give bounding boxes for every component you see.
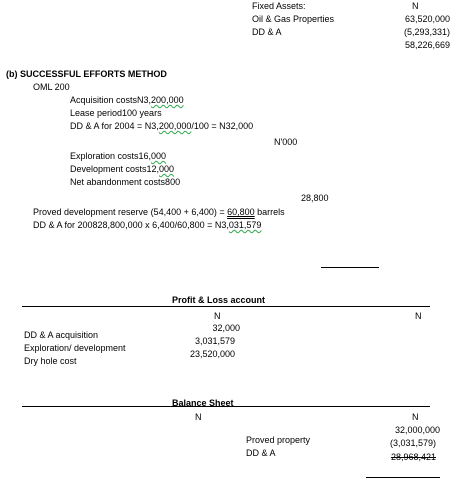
pl-row-dry-hole-value: 23,520,000 [189, 349, 235, 359]
profit-loss-col-n-right: N [415, 311, 422, 321]
balance-sheet-title: Balance Sheet [172, 398, 234, 408]
section-heading: (b) SUCCESSFUL EFFORTS METHOD [6, 69, 167, 79]
development-costs [70, 164, 174, 175]
bs-proved-property-value: 32,000,000 [394, 425, 440, 435]
pl-row-dry-hole-label: Dry hole cost [24, 356, 77, 366]
n-thousand-header: N'000 [274, 137, 298, 147]
oml-label: OML 200 [33, 82, 70, 92]
pl-row-exploration-value: 3,031,579 [194, 336, 235, 346]
profit-loss-title: Profit & Loss account [172, 295, 266, 305]
lease-period: Lease period100 years [70, 108, 162, 118]
bs-dda-label: DD & A [246, 448, 276, 458]
dda-2004-amount: 200,000 [158, 121, 192, 131]
dda-2004-result: /100 = N32,000 [191, 121, 254, 131]
balance-sheet-col-n-right: N [412, 412, 419, 422]
pl-row-dda-acquisition-value: 32,000 [212, 323, 240, 333]
profit-loss-col-n-left: N [214, 311, 221, 321]
profit-loss-rule [22, 306, 430, 307]
proved-reserve-unit: barrels [254, 207, 285, 217]
net-abandonment-costs: Net abandonment costs800 [70, 177, 181, 187]
exploration-costs-text: Exploration costs16, [70, 151, 152, 161]
dda-value: (5,293,331) [403, 27, 450, 37]
exploration-costs [70, 151, 166, 162]
oil-gas-properties-label: Oil & Gas Properties [252, 14, 335, 24]
oil-gas-properties-value: 63,520,000 [404, 14, 450, 24]
development-costs-text: Development costs12, [70, 164, 160, 174]
bs-total-rule [366, 477, 440, 478]
proved-reserve-amount: 60,800 [227, 207, 255, 217]
development-costs-amount: 000 [159, 164, 175, 174]
dda-200828-text: DD & A for 200828,800,000 x 6,400/60,800 = N3, [33, 220, 229, 230]
proved-development-reserve [33, 207, 285, 218]
currency-header: N [412, 1, 419, 11]
dda-label: DD & A [252, 27, 282, 37]
fixed-assets-label: Fixed Assets: [252, 1, 306, 11]
bs-total-value: 28,968,421 [390, 452, 436, 462]
fixed-assets-total: 58,226,669 [404, 40, 450, 50]
acquisition-costs-amount: 200,000 [151, 95, 184, 105]
dda-2004 [70, 121, 253, 132]
short-divider [321, 267, 379, 268]
dda-200828-amount: 031,579 [228, 220, 262, 230]
acquisition-costs [70, 95, 184, 106]
total-28800: 28,800 [301, 193, 329, 203]
balance-sheet-col-n-left: N [195, 412, 202, 422]
acquisition-costs-text: Acquisition costsN3, [70, 95, 152, 105]
bs-dda-value: (3,031,579) [389, 438, 436, 448]
balance-sheet-rule [22, 406, 430, 407]
proved-reserve-text: Proved development reserve (54,400 + 6,400) = [33, 207, 228, 217]
pl-row-dda-acquisition-label: DD & A acquisition [24, 330, 99, 340]
pl-row-exploration-label: Exploration/ development [24, 343, 126, 353]
bs-proved-property-label: Proved property [246, 435, 311, 445]
dda-2004-text: DD & A for 2004 = N3, [70, 121, 159, 131]
dda-200828 [33, 220, 261, 231]
exploration-costs-amount: 000 [151, 151, 167, 161]
